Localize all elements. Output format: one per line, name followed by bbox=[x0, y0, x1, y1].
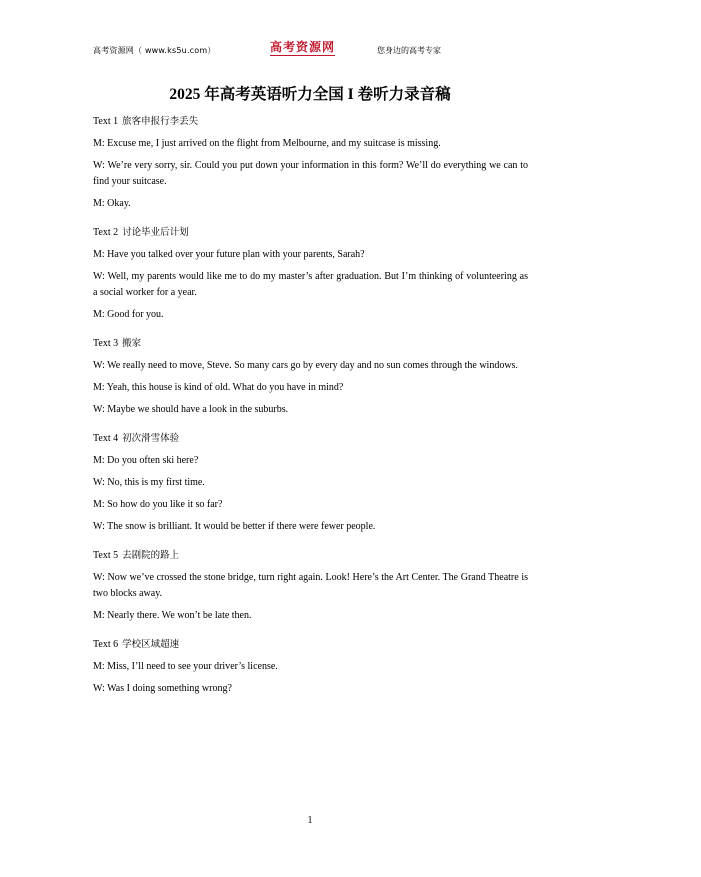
transcript-body bbox=[93, 114, 528, 710]
section-heading bbox=[93, 336, 528, 352]
section-topic: 去剧院的路上 bbox=[122, 550, 180, 561]
page-number: 1 bbox=[307, 815, 313, 826]
section-heading bbox=[93, 114, 528, 130]
section-topic: 讨论毕业后计划 bbox=[122, 227, 189, 238]
dialogue-line: W: Well, my parents would like me to do my master’s after graduation. But I’m thinking of volunteering as a social worker for a year. bbox=[93, 271, 528, 298]
dialogue-line: M: Yeah, this house is kind of old. What do you have in mind? bbox=[93, 382, 344, 393]
section-number: Text 1 bbox=[93, 116, 119, 127]
dialogue-line: M: Do you often ski here? bbox=[93, 455, 199, 466]
section-topic: 搬家 bbox=[122, 338, 142, 349]
dialogue-line: M: Have you talked over your future plan with your parents, Sarah? bbox=[93, 249, 365, 260]
page-header bbox=[0, 40, 701, 60]
dialogue-line: W: Now we’ve crossed the stone bridge, turn right again. Look! Here’s the Art Center. The Grand Theatre is two blocks away. bbox=[93, 572, 528, 599]
dialogue-line: M: Miss, I’ll need to see your driver’s license. bbox=[93, 661, 278, 672]
dialogue-line: W: We’re very sorry, sir. Could you put down your information in this form? We’ll do everything we can to find your suitcase. bbox=[93, 160, 528, 187]
dialogue-line: W: Was I doing something wrong? bbox=[93, 683, 232, 694]
section-topic: 初次滑雪体验 bbox=[122, 433, 180, 444]
dialogue-line: W: We really need to move, Steve. So many cars go by every day and no sun comes through the windows. bbox=[93, 360, 518, 371]
section-heading bbox=[93, 431, 528, 447]
section-number: Text 4 bbox=[93, 433, 119, 444]
section-heading bbox=[93, 225, 528, 241]
text-section-1 bbox=[93, 114, 528, 212]
dialogue-line: M: So how do you like it so far? bbox=[93, 499, 223, 510]
dialogue-line: M: Okay. bbox=[93, 198, 131, 209]
site-logo: 高考资源网 bbox=[270, 40, 336, 54]
text-section-6 bbox=[93, 637, 528, 697]
section-topic: 学校区域超速 bbox=[122, 639, 180, 650]
section-heading bbox=[93, 548, 528, 564]
header-slogan: 您身边的高考专家 bbox=[377, 46, 441, 55]
section-number: Text 2 bbox=[93, 227, 119, 238]
section-heading bbox=[93, 637, 528, 653]
section-number: Text 3 bbox=[93, 338, 119, 349]
dialogue-line: W: Maybe we should have a look in the suburbs. bbox=[93, 404, 289, 415]
section-number: Text 6 bbox=[93, 639, 119, 650]
text-section-4 bbox=[93, 431, 528, 535]
header-site-text: 高考资源网（ www.ks5u.com） bbox=[93, 46, 216, 55]
dialogue-line: W: No, this is my first time. bbox=[93, 477, 205, 488]
dialogue-line: M: Nearly there. We won’t be late then. bbox=[93, 610, 252, 621]
text-section-2 bbox=[93, 225, 528, 323]
document-title: 2025 年高考英语听力全国 I 卷听力录音稿 bbox=[169, 86, 451, 103]
section-number: Text 5 bbox=[93, 550, 119, 561]
dialogue-line: M: Excuse me, I just arrived on the flight from Melbourne, and my suitcase is missing. bbox=[93, 138, 441, 149]
dialogue-line: M: Good for you. bbox=[93, 309, 164, 320]
dialogue-line: W: The snow is brilliant. It would be better if there were fewer people. bbox=[93, 521, 376, 532]
section-topic: 旅客申报行李丢失 bbox=[122, 116, 199, 127]
text-section-3 bbox=[93, 336, 528, 418]
text-section-5 bbox=[93, 548, 528, 624]
